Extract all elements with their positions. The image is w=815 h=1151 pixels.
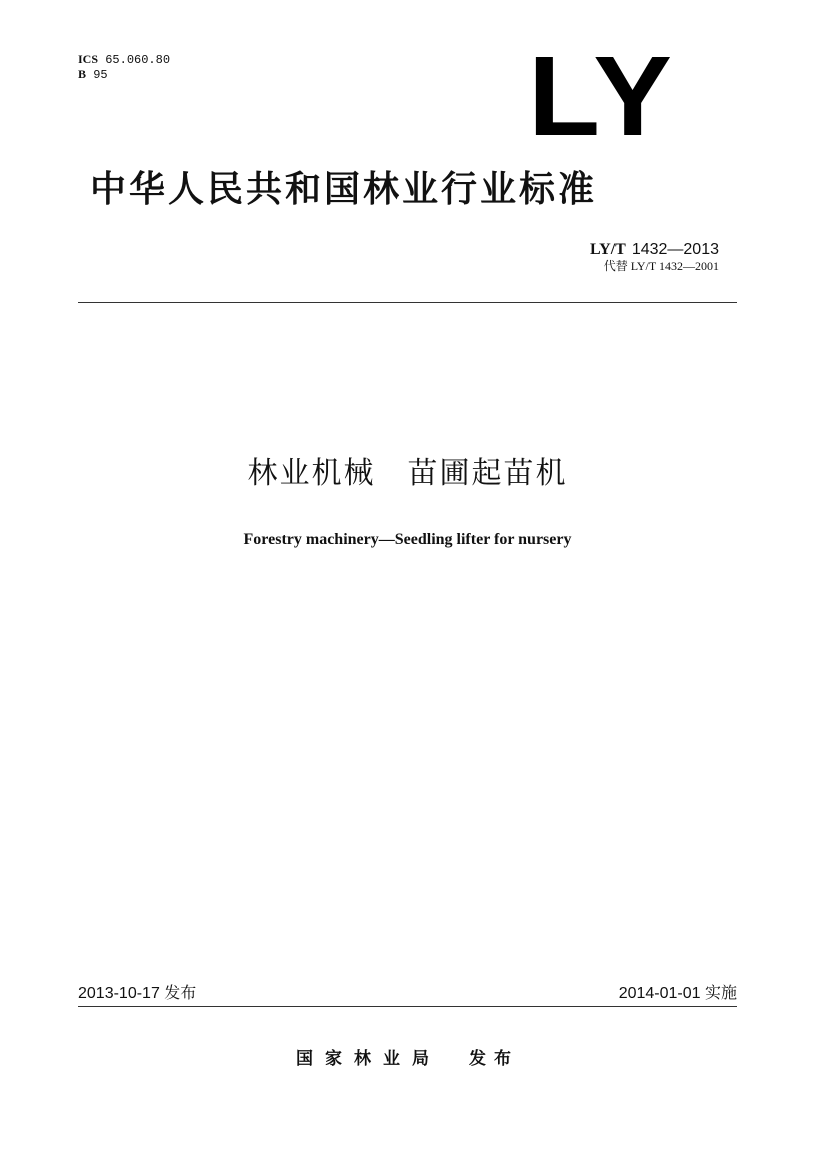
replaces-code: 代替 LY/T 1432—2001 xyxy=(603,259,719,273)
issuer-line xyxy=(0,1048,815,1070)
issuing-organization: 国家林业局 xyxy=(296,1049,441,1069)
ics-code: 65.060.80 xyxy=(105,53,171,67)
effective-date: 2014-01-01 实施 xyxy=(618,985,737,1002)
document-title-english: Forestry machinery—Seedling lifter for nursery xyxy=(243,531,572,548)
ics-line xyxy=(78,52,170,67)
header-divider xyxy=(78,302,737,303)
standard-logo: LY xyxy=(528,33,676,160)
standard-code-prefix: LY/T xyxy=(589,241,626,258)
standard-code-number: 1432—2013 xyxy=(631,241,719,258)
ccs-code: 95 xyxy=(93,68,108,82)
standard-title: 中华人民共和国林业行业标准 xyxy=(90,169,598,210)
ccs-line xyxy=(78,67,170,82)
standard-code xyxy=(590,240,719,259)
document-title-chinese: 林业机械 苗圃起苗机 xyxy=(247,456,568,491)
issue-action: 发布 xyxy=(469,1049,519,1069)
ccs-label: B xyxy=(78,67,87,81)
footer-divider xyxy=(78,1006,737,1007)
issue-date: 2013-10-17 发布 xyxy=(78,985,197,1002)
ics-label: ICS xyxy=(78,52,99,66)
standard-code-block xyxy=(590,240,719,273)
classification-block xyxy=(78,52,170,82)
